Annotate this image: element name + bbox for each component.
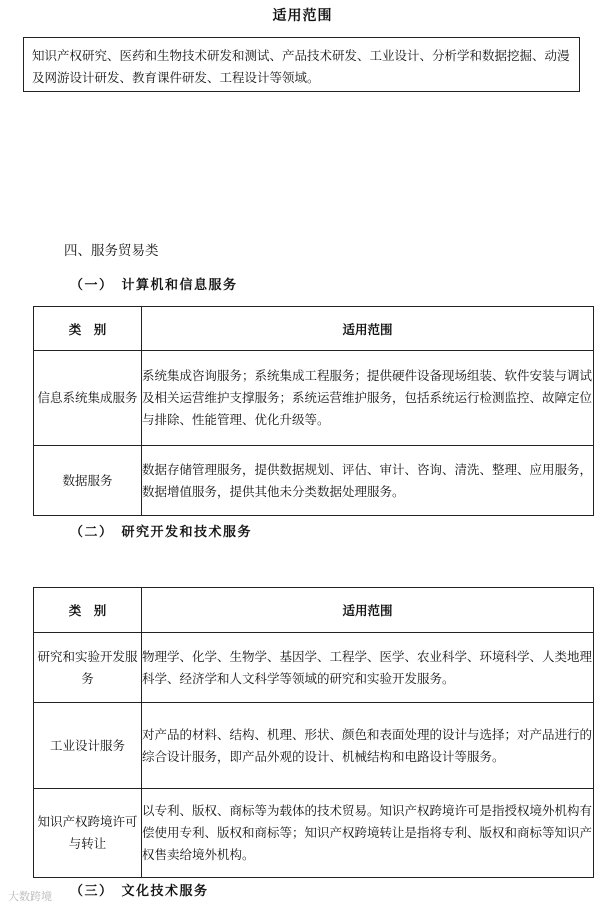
scope-title: 适用范围 [272, 8, 333, 24]
row-category: 知识产权跨境许可与转让 [34, 789, 142, 878]
rd-tech-table [33, 587, 594, 878]
subsection-heading-rd-tech: （二） 研究开发和技术服务 [70, 525, 253, 540]
table-row [34, 789, 594, 878]
table-row [34, 633, 594, 703]
table-header-row [34, 307, 594, 351]
header-category: 类 别 [34, 588, 142, 633]
table-row [34, 703, 594, 789]
row-scope: 对产品的材料、结构、机理、形状、颜色和表面处理的设计与选择；对产品进行的综合设计服务，即产品外观的设计、机械结构和电路设计等服务。 [142, 703, 594, 789]
row-scope: 以专利、版权、商标等为载体的技术贸易。知识产权跨境许可是指授权境外机构有偿使用专利、版权和商标等；知识产权跨境转让是指将专利、版权和商标等知识产权售卖给境外机构。 [142, 789, 594, 878]
subsection-heading-computer-info: （一） 计算机和信息服务 [70, 278, 238, 293]
row-scope: 数据存储管理服务，提供数据规划、评估、审计、咨询、清洗、整理、应用服务，数据增值服务，提供其他未分类数据处理服务。 [142, 446, 594, 516]
row-category: 信息系统集成服务 [34, 351, 142, 446]
table-header-row [34, 588, 594, 633]
header-scope: 适用范围 [142, 307, 594, 351]
computer-info-table [33, 306, 594, 516]
row-scope: 系统集成咨询服务；系统集成工程服务；提供硬件设备现场组装、软件安装与调试及相关运营维护支撑服务；系统运营维护服务，包括系统运行检测监控、故障定位与排除、性能管理、优化升级等。 [142, 351, 594, 446]
row-category: 研究和实验开发服务 [34, 633, 142, 703]
table-row [34, 446, 594, 516]
scope-description: 知识产权研究、医药和生物技术研发和测试、产品技术研发、工业设计、分析学和数据挖掘、动漫及网游设计研发、教育课件研发、工程设计等领域。 [32, 48, 570, 85]
header-scope: 适用范围 [142, 588, 594, 633]
watermark: 大数跨境 [8, 890, 52, 903]
table-row [34, 351, 594, 446]
header-category: 类 别 [34, 307, 142, 351]
subsection-heading-culture-tech: （三） 文化技术服务 [70, 884, 209, 899]
row-category: 数据服务 [34, 446, 142, 516]
scope-description-box [23, 37, 580, 92]
section-heading: 四、服务贸易类 [64, 243, 159, 259]
row-category: 工业设计服务 [34, 703, 142, 789]
row-scope: 物理学、化学、生物学、基因学、工程学、医学、农业科学、环境科学、人类地理科学、经济学和人文科学等领域的研究和实验开发服务。 [142, 633, 594, 703]
